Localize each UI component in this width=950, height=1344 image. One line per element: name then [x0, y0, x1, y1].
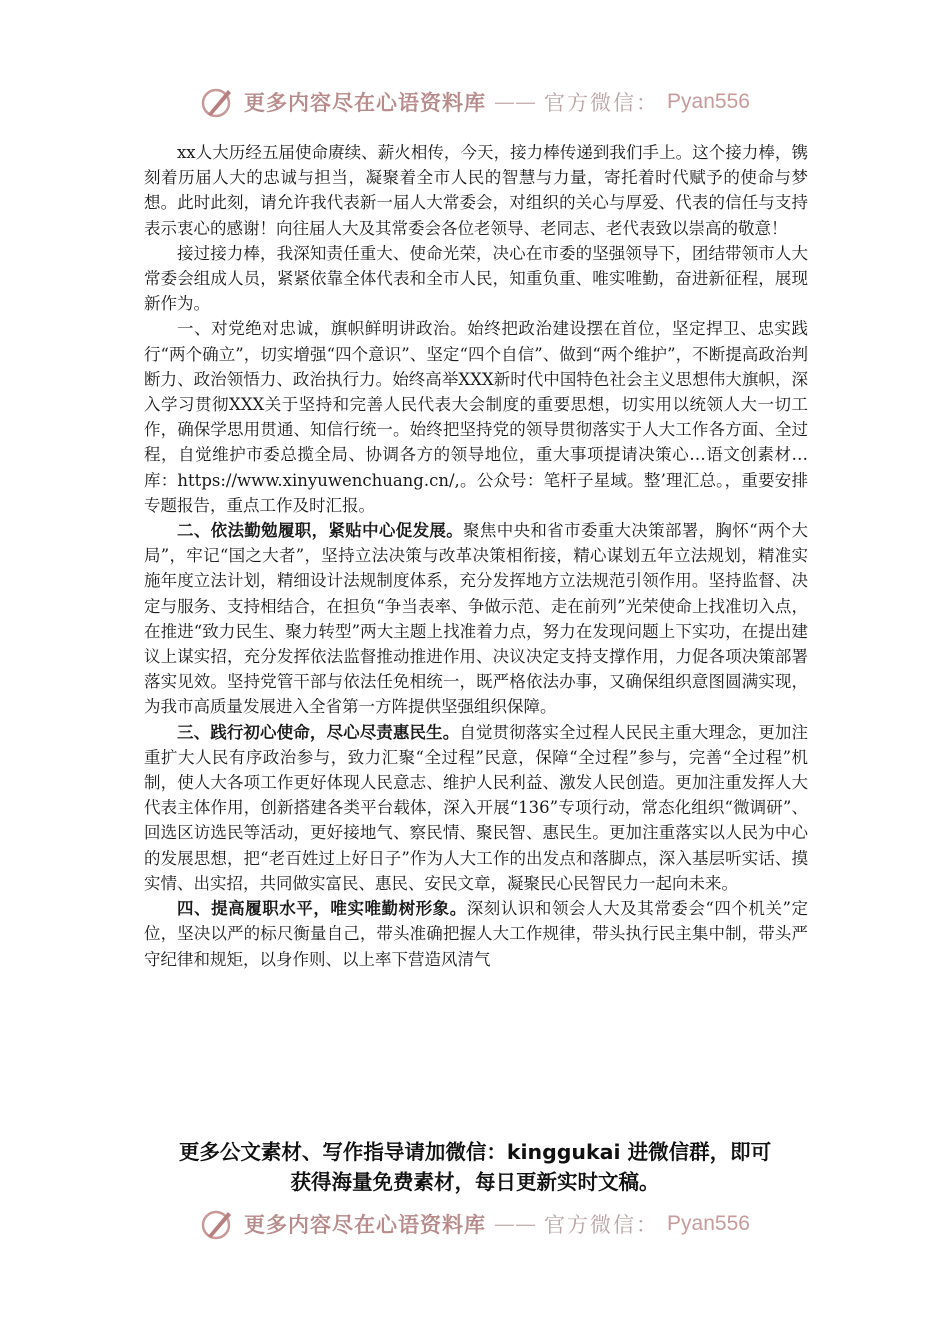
paragraph-heading: 二、依法勤勉履职，紧贴中心促发展。 — [177, 521, 464, 541]
paragraph-intro — [144, 140, 808, 241]
paragraph-resolve — [144, 241, 808, 317]
paragraph-text: 自觉贯彻落实全过程人民民主重大理念，更加注重扩大人民有序政治参与，致力汇聚“全过程”民意，保障“全过程”参与，完善“全过程”机制，使人大各项工作更好体现人民意志、维护人民利益、激发人民创造。更加注重发挥人大代表主体作用，创新搭建各类平台载体，深入开展“136”专项行动，常态化组织“微调研”、回选区访选民等活动，更好接地气、察民情、聚民智、惠民生。更加注重落实以人民为中心的发展思想，把“老百姓过上好日子”作为人大工作的出发点和落脚点，深入基层听实话、摸实情、出实招，共同做实富民、惠民、安民文章，凝聚民心民智民力一起向未来。 — [144, 722, 809, 893]
quill-pen-icon — [200, 84, 236, 120]
promo-banner — [110, 1137, 840, 1197]
promo-line-2: 获得海量免费素材，每日更新实时文稿。 — [290, 1170, 660, 1194]
watermark-dash: —— — [494, 1212, 537, 1236]
watermark-brand: 更多内容尽在心语资料库 — [244, 90, 487, 115]
paragraph-text: 接过接力棒，我深知责任重大、使命光荣，决心在市委的坚强领导下，团结带领市人大常委会组成人员，紧紧依靠全体代表和全市人民，知重负重、唯实唯勤，奋进新征程，展现新作为。 — [144, 243, 808, 314]
header-watermark — [0, 84, 950, 120]
watermark-dash: —— — [494, 90, 537, 114]
paragraph-section-3 — [144, 720, 808, 896]
watermark-label: 官方微信： — [544, 91, 660, 115]
paragraph-heading: 三、践行初心使命，尽心尽责惠民生。 — [177, 722, 460, 742]
paragraph-text: xx人大历经五届使命赓续、薪火相传，今天，接力棒传递到我们手上。这个接力棒，镌刻着历届人大的忠诚与担当，凝聚着全市人民的智慧与力量，寄托着时代赋予的使命与梦想。此时此刻，请允许我代表新一届人大常委会，对组织的关心与厚爱、代表的信任与支持表示衷心的感谢！向往届人大及其常委会各位老领导、老同志、老代表致以崇高的敬意！ — [144, 143, 808, 238]
watermark-label: 官方微信： — [544, 1213, 660, 1237]
watermark-wechat-id: Pyan556 — [667, 90, 750, 113]
footer-watermark — [0, 1206, 950, 1242]
paragraph-text: 一、对党绝对忠诚，旗帜鲜明讲政治。始终把政治建设摆在首位，坚定捍卫、忠实践行“两个确立”，切实增强“四个意识”、坚定“四个自信”、做到“两个维护”，不断提高政治判断力、政治领悟力、政治执行力。始终高举XXX新时代中国特色社会主义思想伟大旗帜，深入学习贯彻XXX关于坚持和完善人民代表大会制度的重要思想，切实用以统领人大一切工作，确保学思用贯通、知信行统一。始终把坚持党的领导贯彻落实于人大工作各方面、全过程，自觉维护市委总揽全局、协调各方的领导地位，重大事项提请决策心…语文创素材…库：https://www.xinyuwenchuang.cn/,。公众号：笔杆子星域。整’理汇总。，重要安排专题报告，重点工作及时汇报。 — [144, 319, 808, 515]
paragraph-text: 聚焦中央和省市委重大决策部署，胸怀“两个大局”，牢记“国之大者”，坚持立法决策与改革决策相衔接，精心谋划五年立法规划，精准实施年度立法计划，精细设计法规制度体系，充分发挥地方立法规范引领作用。坚持监督、决定与服务、支持相结合，在担负“争当表率、争做示范、走在前列”光荣使命上找准切入点，在推进“致力民生、聚力转型”两大主题上找准着力点，努力在发现问题上下实功，在提出建议上谋实招，充分发挥依法监督推动推进作用、决议决定支持支撑作用，力促各项决策部署落实见效。坚持党管干部与依法任免相统一，既严格依法办事，又确保组织意图圆满实现，为我市高质量发展进入全省第一方阵提供坚强组织保障。 — [144, 521, 809, 717]
paragraph-section-4 — [144, 896, 808, 972]
document-body — [144, 140, 808, 972]
promo-line-1: 更多公文素材、写作指导请加微信：kinggukai 进微信群，即可 — [178, 1140, 772, 1164]
paragraph-text: 深刻认识和领会人大及其常委会“四个机关”定位，坚决以严的标尺衡量自己，带头准确把握人大工作规律，带头执行民主集中制，带头严守纪律和规矩，以身作则、以上率下营造风清气 — [144, 899, 808, 969]
watermark-wechat-id: Pyan556 — [667, 1212, 750, 1235]
watermark-brand: 更多内容尽在心语资料库 — [244, 1212, 487, 1237]
paragraph-heading: 四、提高履职水平，唯实唯勤树形象。 — [177, 899, 467, 919]
paragraph-section-1 — [144, 316, 808, 518]
paragraph-section-2 — [144, 518, 808, 720]
quill-pen-icon — [200, 1206, 236, 1242]
